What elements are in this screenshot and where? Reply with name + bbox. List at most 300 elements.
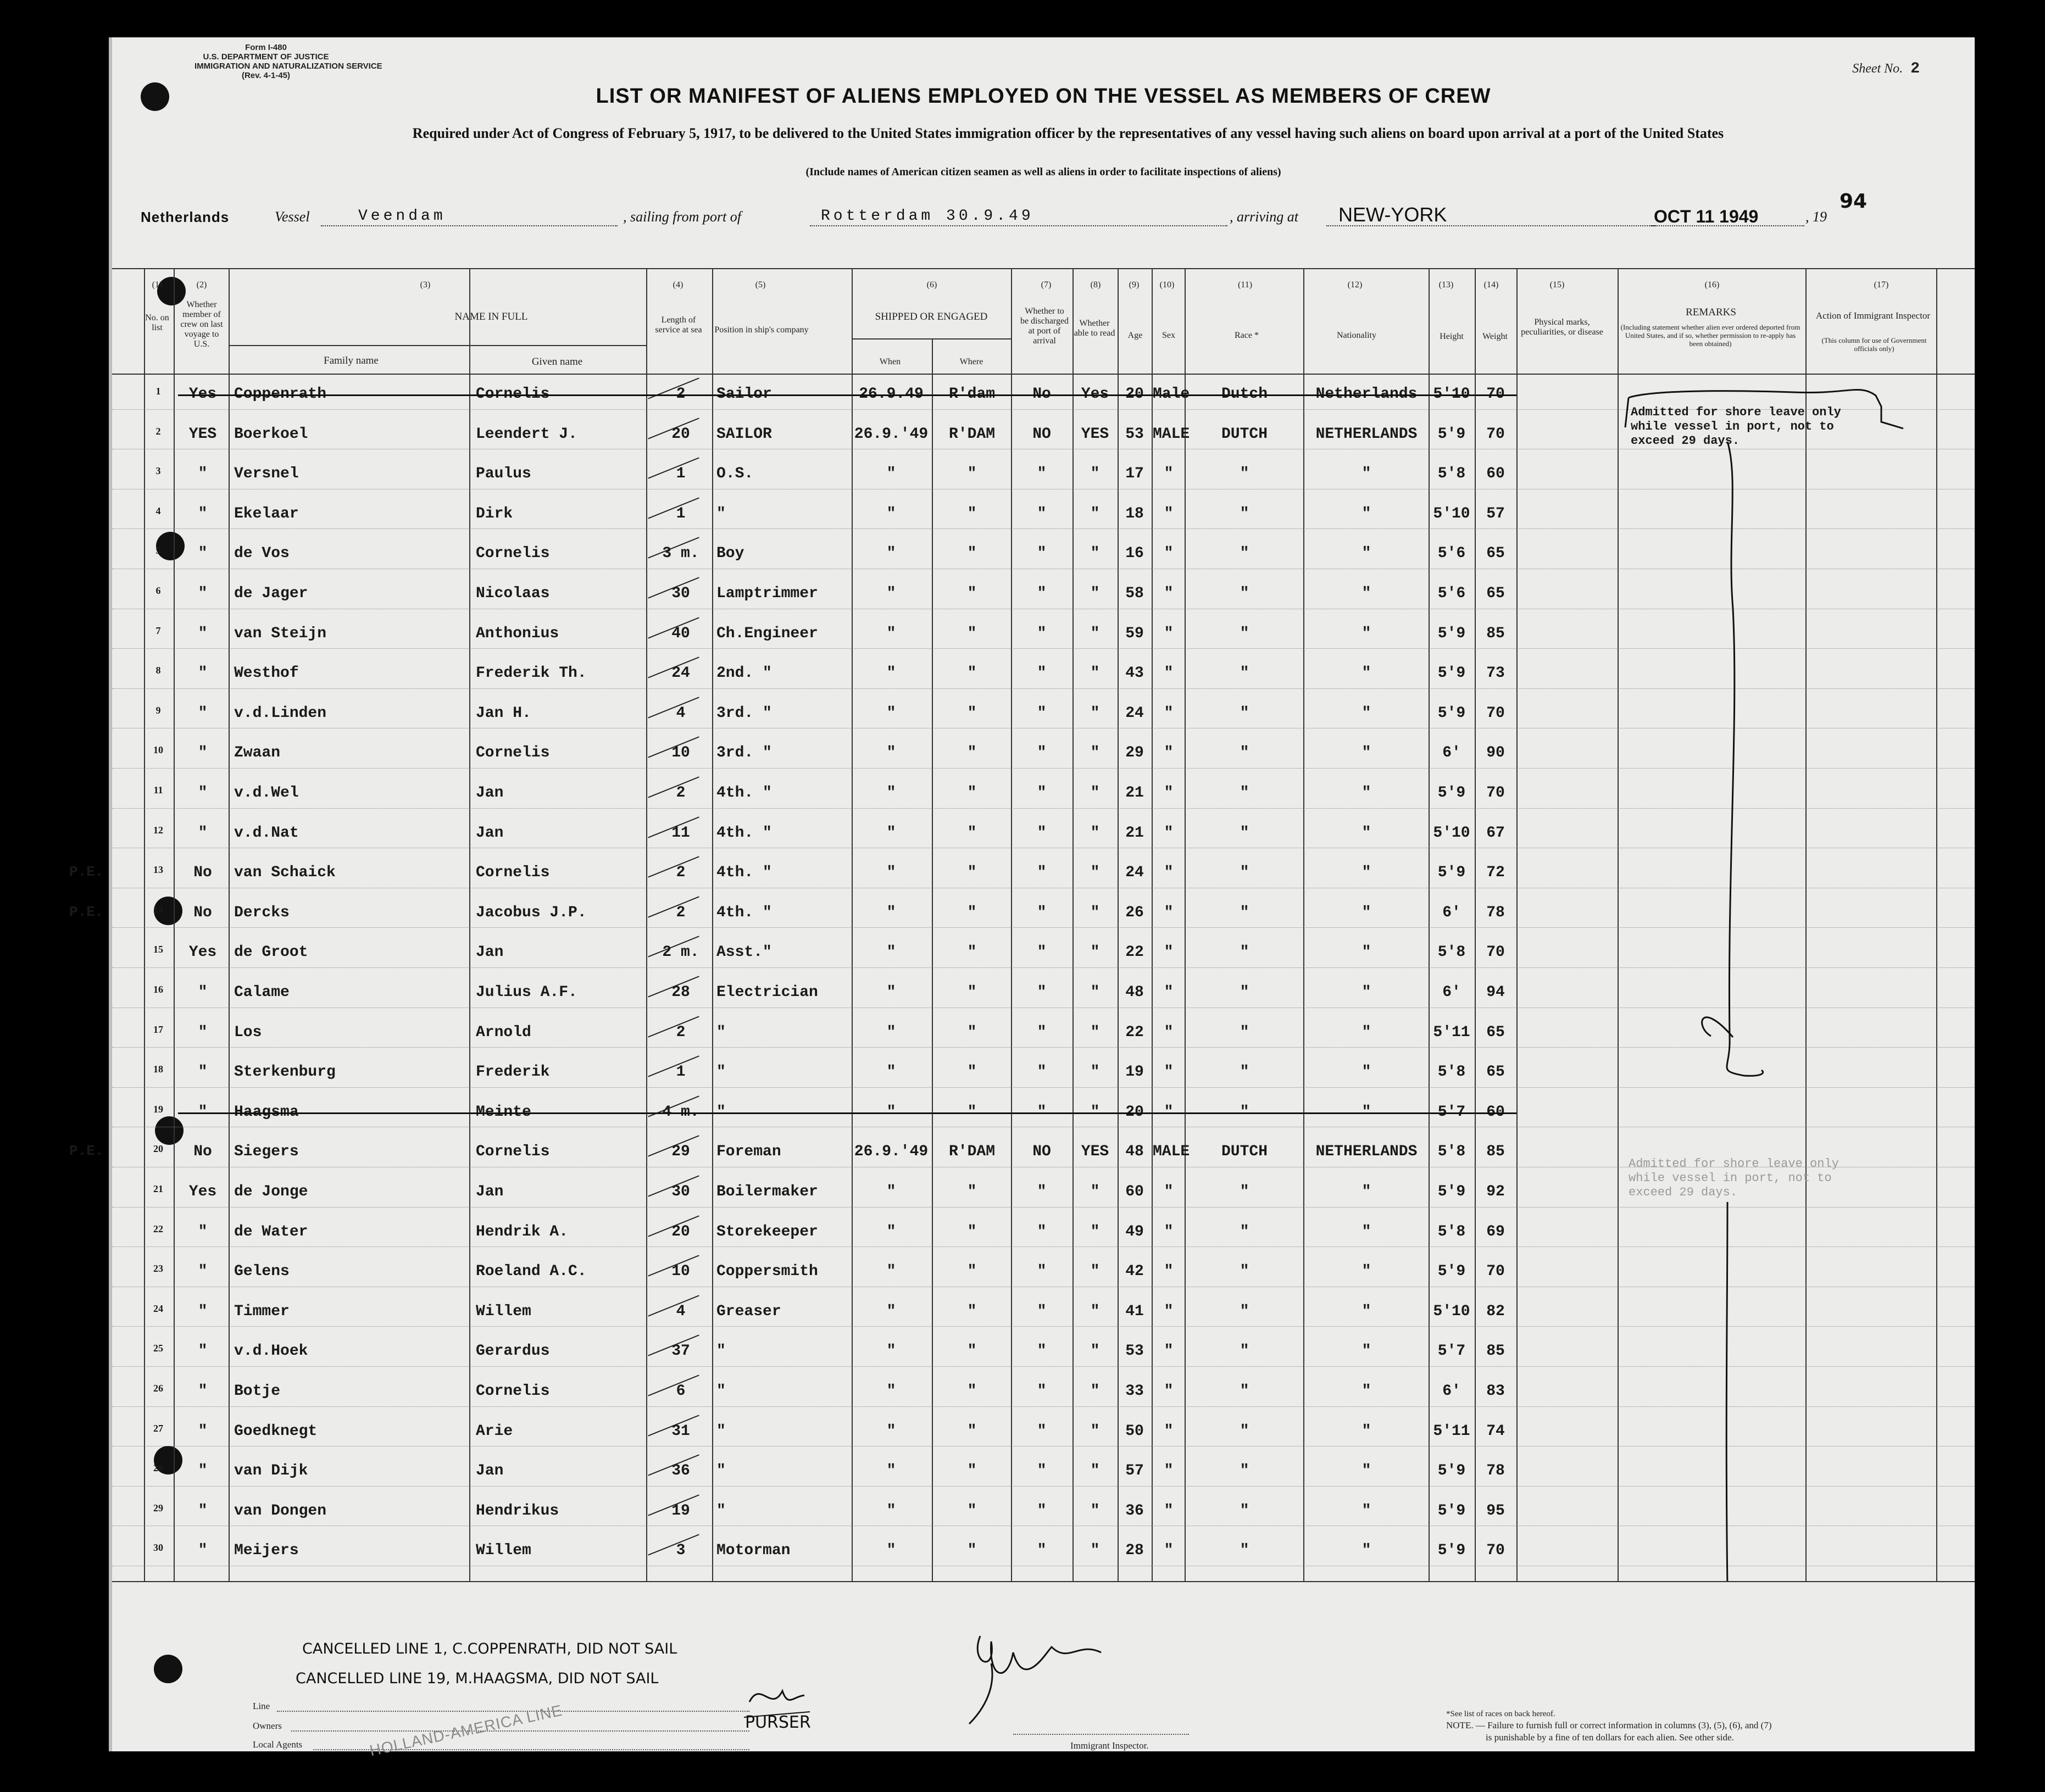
cell-sex: " (1164, 744, 1174, 762)
cell-height: 5'10 (1433, 1303, 1470, 1320)
cell-disch: " (1037, 1103, 1047, 1121)
cell-where: " (967, 1502, 977, 1520)
cell-service: 3 m. (662, 545, 699, 563)
column-rule (646, 268, 647, 1581)
cell-age: 36 (1125, 1502, 1144, 1520)
form-identifier (195, 43, 382, 80)
column-rule (174, 268, 175, 1581)
cell-nat: " (1362, 984, 1371, 1001)
cell-where: " (967, 944, 977, 961)
cell-disch: " (1037, 1383, 1047, 1400)
cell-when: 26.9.49 (859, 386, 924, 403)
cell-when: " (886, 1223, 896, 1240)
cell-position: 3rd. " (716, 744, 772, 762)
header-given-name: Given name (531, 356, 583, 368)
cell-disch: " (1037, 1343, 1047, 1360)
cell-where: " (967, 1183, 977, 1200)
header-family-name: Family name (324, 355, 379, 366)
header-nationality: Nationality (1337, 331, 1376, 340)
cell-given: Jan (476, 824, 504, 842)
cell-last: " (198, 1383, 208, 1400)
cell-last: " (198, 1502, 208, 1520)
column-rule (1072, 268, 1074, 1581)
cell-height: 6' (1442, 904, 1461, 921)
cell-when: " (886, 744, 896, 762)
col-number: (8) (1090, 280, 1101, 290)
cell-where: " (967, 904, 977, 921)
cell-age: 26 (1125, 904, 1144, 921)
cancel-note-line-19: CANCELLED LINE 19, M.HAAGSMA, DID NOT SAIL (296, 1670, 659, 1687)
cell-when: " (886, 1502, 896, 1520)
col-number: (10) (1159, 280, 1175, 290)
cell-service: 11 (671, 824, 690, 842)
cell-where: " (967, 824, 977, 842)
cell-when: " (886, 864, 896, 882)
cell-read: " (1090, 1263, 1100, 1281)
cell-sex: " (1164, 1462, 1174, 1480)
cell-read: " (1090, 864, 1100, 882)
vessel-label: Vessel (275, 209, 310, 225)
cell-service: 20 (671, 425, 690, 443)
inspector-label: Immigrant Inspector. (1070, 1740, 1149, 1751)
cell-where: " (967, 545, 977, 563)
header-weight: Weight (1482, 332, 1508, 341)
cell-no: 19 (153, 1103, 163, 1115)
cell-family: Los (234, 1023, 262, 1041)
cell-no: 29 (153, 1502, 163, 1513)
cell-position: Storekeeper (716, 1223, 818, 1240)
arriving-port: NEW-YORK (1338, 203, 1447, 226)
cell-sex: " (1164, 864, 1174, 882)
signature-tail (969, 1663, 992, 1724)
signature-strokes (738, 1630, 1112, 1740)
cell-disch: " (1037, 625, 1047, 642)
cell-given: Julius A.F. (476, 984, 577, 1001)
cell-nat: " (1362, 704, 1371, 722)
cell-where: " (967, 1223, 977, 1240)
cell-no: 4 (155, 505, 161, 516)
cell-read: " (1090, 665, 1100, 682)
cell-height: 5'8 (1437, 465, 1466, 483)
pe-mark: P.E. (69, 864, 104, 881)
cell-nat: " (1362, 1183, 1371, 1200)
cell-given: Arnold (476, 1023, 531, 1041)
cell-family: Coppenrath (234, 386, 327, 403)
cell-height: 5'11 (1433, 1422, 1470, 1440)
cell-disch: No (1032, 386, 1051, 403)
cell-where: " (967, 1542, 977, 1560)
cell-sex: " (1164, 1023, 1174, 1041)
cell-when: " (886, 1263, 896, 1281)
cell-where: " (967, 1064, 977, 1081)
header-discharged: Whether to be discharged at port of arrival (1020, 307, 1069, 346)
cancel-strike (178, 1112, 1516, 1114)
cell-family: Ekelaar (234, 505, 299, 522)
cell-read: " (1090, 505, 1100, 522)
manifest-sheet (69, 37, 1975, 1760)
cell-no: 3 (155, 465, 161, 477)
cell-nat: NETHERLANDS (1315, 1143, 1418, 1161)
cell-no: 22 (153, 1223, 163, 1234)
cell-sex: Male (1153, 386, 1190, 403)
cell-weight: 70 (1486, 944, 1505, 961)
col-number: (5) (755, 280, 766, 290)
cell-where: " (967, 1422, 977, 1440)
cell-sex: " (1164, 1263, 1174, 1281)
cell-given: Paulus (476, 465, 531, 483)
cell-age: 19 (1125, 1064, 1144, 1081)
cell-height: 5'7 (1437, 1103, 1466, 1121)
cell-given: Cornelis (476, 1383, 550, 1400)
cell-given: Jan (476, 784, 504, 802)
cell-disch: NO (1032, 1143, 1051, 1161)
cell-when: " (886, 784, 896, 802)
cell-race: " (1240, 1064, 1249, 1081)
cell-position: Coppersmith (716, 1263, 818, 1281)
cell-height: 5'6 (1437, 585, 1466, 602)
cell-weight: 65 (1486, 1064, 1505, 1081)
cell-no: 11 (153, 784, 163, 795)
table-rule (112, 1581, 1975, 1582)
column-rule (712, 268, 713, 1581)
cell-position: " (716, 1383, 726, 1400)
header-position: Position in ship's company (714, 325, 809, 335)
cell-last: " (198, 1462, 208, 1480)
cell-service: 36 (671, 1462, 690, 1480)
cell-position: 4th. " (716, 904, 772, 921)
cell-last: " (198, 1263, 208, 1281)
cell-when: " (886, 1103, 896, 1121)
cell-disch: " (1037, 1303, 1047, 1320)
cell-nat: " (1362, 1023, 1371, 1041)
cell-given: Nicolaas (476, 585, 550, 602)
cell-where: " (967, 625, 977, 642)
cell-no: 17 (153, 1023, 163, 1035)
cell-height: 5'9 (1437, 1502, 1466, 1520)
cell-age: 58 (1125, 585, 1144, 602)
cell-weight: 60 (1486, 465, 1505, 483)
cell-weight: 70 (1486, 1542, 1505, 1560)
cell-last: No (193, 864, 212, 882)
cell-race: " (1240, 1223, 1249, 1240)
cell-sex: " (1164, 1064, 1174, 1081)
cell-disch: " (1037, 704, 1047, 722)
cell-nat: NETHERLANDS (1315, 425, 1418, 443)
cell-read: " (1090, 1383, 1100, 1400)
cell-position: " (716, 1422, 726, 1440)
cell-sex: " (1164, 824, 1174, 842)
cell-where: " (967, 585, 977, 602)
cell-service: 3 (676, 1542, 686, 1560)
cell-no: 6 (155, 585, 161, 596)
cell-sex: " (1164, 704, 1174, 722)
cell-family: Timmer (234, 1303, 290, 1320)
cell-age: 16 (1125, 545, 1144, 563)
cell-disch: " (1037, 784, 1047, 802)
sheet-value: 2 (1910, 60, 1920, 77)
cell-disch: " (1037, 1542, 1047, 1560)
col-number: (12) (1347, 280, 1363, 290)
remarks-bracket (1618, 268, 1947, 1581)
cell-race: DUTCH (1221, 425, 1268, 443)
cell-disch: " (1037, 665, 1047, 682)
cell-height: 5'10 (1433, 386, 1470, 403)
cell-no: 27 (153, 1422, 163, 1434)
cell-height: 5'9 (1437, 1263, 1466, 1281)
header-race: Race * (1235, 331, 1259, 340)
inspector-signature (977, 1636, 1101, 1673)
fine-note-2: is punishable by a fine of ten dollars for each alien. See other side. (1486, 1732, 1734, 1743)
cell-given: Jan (476, 1462, 504, 1480)
cell-race: DUTCH (1221, 1143, 1268, 1161)
cell-read: " (1090, 1542, 1100, 1560)
cell-when: " (886, 465, 896, 483)
cell-weight: 67 (1486, 824, 1505, 842)
cell-family: Siegers (234, 1143, 299, 1161)
cell-weight: 70 (1486, 425, 1505, 443)
cell-given: Roeland A.C. (476, 1263, 587, 1281)
cell-position: " (716, 1502, 726, 1520)
cell-no: 15 (153, 944, 163, 955)
cell-sex: " (1164, 585, 1174, 602)
cell-read: " (1090, 1502, 1100, 1520)
cell-last: " (198, 625, 208, 642)
cell-last: " (198, 465, 208, 483)
header-length-of-service: Length of service at sea (655, 315, 702, 335)
races-note: *See list of races on back hereof. (1446, 1710, 1555, 1718)
cell-height: 5'9 (1437, 1462, 1466, 1480)
cell-position: Lamptrimmer (716, 585, 818, 602)
cell-last: " (198, 505, 208, 522)
cell-family: de Vos (234, 545, 290, 563)
cell-when: " (886, 1383, 896, 1400)
cell-weight: 95 (1486, 1502, 1505, 1520)
cell-height: 5'10 (1433, 824, 1470, 842)
cell-age: 48 (1125, 1143, 1144, 1161)
cell-weight: 60 (1486, 1103, 1505, 1121)
col-number: (17) (1874, 280, 1889, 290)
cell-height: 5'9 (1437, 425, 1466, 443)
cell-given: Gerardus (476, 1343, 550, 1360)
cell-family: Calame (234, 984, 290, 1001)
cell-age: 20 (1125, 1103, 1144, 1121)
cell-race: " (1240, 1303, 1249, 1320)
cell-weight: 69 (1486, 1223, 1505, 1240)
cell-disch: NO (1032, 425, 1051, 443)
column-rule (144, 268, 145, 1581)
cell-no: 7 (155, 625, 161, 636)
cell-when: " (886, 1343, 896, 1360)
cell-nat: " (1362, 1263, 1371, 1281)
cell-weight: 73 (1486, 665, 1505, 682)
cell-weight: 85 (1486, 1343, 1505, 1360)
subheader-split (469, 345, 470, 1581)
cell-height: 5'9 (1437, 784, 1466, 802)
header-inspector-action: Action of Immigrant Inspector (1815, 310, 1931, 321)
cell-when: " (886, 665, 896, 682)
column-rule (1303, 268, 1304, 1581)
cell-read: " (1090, 1023, 1100, 1041)
cell-weight: 72 (1486, 864, 1505, 882)
cell-position: O.S. (716, 465, 754, 483)
cell-family: Dercks (234, 904, 290, 921)
cell-last: " (198, 1023, 208, 1041)
owners-label: Owners (253, 1721, 282, 1731)
subheader-rule (852, 338, 1011, 340)
cell-no: 24 (153, 1303, 163, 1314)
cell-disch: " (1037, 1502, 1047, 1520)
cell-nat: " (1362, 744, 1371, 762)
cell-where: " (967, 1303, 977, 1320)
cell-no: 21 (153, 1183, 163, 1194)
cell-race: " (1240, 1343, 1249, 1360)
cell-no: 13 (153, 864, 163, 876)
cell-where: R'dam (948, 386, 995, 403)
cancel-strike (178, 394, 1516, 396)
cell-read: " (1090, 1103, 1100, 1121)
cell-given: Frederik Th. (476, 665, 587, 682)
cell-disch: " (1037, 465, 1047, 483)
cell-race: " (1240, 465, 1249, 483)
pe-mark: P.E. (69, 903, 104, 920)
cell-age: 48 (1125, 984, 1144, 1001)
cell-service: 10 (671, 744, 690, 762)
cell-when: " (886, 1023, 896, 1041)
cell-where: " (967, 1023, 977, 1041)
cell-sex: " (1164, 1223, 1174, 1240)
cell-height: 5'7 (1437, 1343, 1466, 1360)
cell-family: Goedknegt (234, 1422, 318, 1440)
cell-given: Leendert J. (476, 425, 577, 443)
cell-given: Anthonius (476, 625, 559, 642)
cell-age: 43 (1125, 665, 1144, 682)
cell-service: 1 (676, 1064, 686, 1081)
cell-position: " (716, 1103, 726, 1121)
cell-weight: 70 (1486, 1263, 1505, 1281)
cell-nat: " (1362, 904, 1371, 921)
cell-family: Zwaan (234, 744, 281, 762)
cell-age: 59 (1125, 625, 1144, 642)
cell-age: 24 (1125, 864, 1144, 882)
cell-disch: " (1037, 585, 1047, 602)
cell-service: 37 (671, 1343, 690, 1360)
cell-race: " (1240, 505, 1249, 522)
cell-height: 6' (1442, 744, 1461, 762)
cell-age: 41 (1125, 1303, 1144, 1320)
cell-race: " (1240, 1422, 1249, 1440)
header-shipped-engaged: SHIPPED OR ENGAGED (875, 311, 988, 322)
cell-family: v.d.Hoek (234, 1343, 308, 1360)
cell-height: 5'9 (1437, 1183, 1466, 1200)
cell-race: " (1240, 625, 1249, 642)
cell-when: " (886, 585, 896, 602)
cell-sex: " (1164, 784, 1174, 802)
cell-nat: " (1362, 1343, 1371, 1360)
cell-nat: Netherlands (1315, 386, 1418, 403)
cell-given: Hendrikus (476, 1502, 559, 1520)
cell-nat: " (1362, 1223, 1371, 1240)
cell-last: " (198, 585, 208, 602)
cell-race: " (1240, 1462, 1249, 1480)
cell-read: " (1090, 1183, 1100, 1200)
cell-service: 4 (676, 1303, 686, 1320)
cell-age: 53 (1125, 425, 1144, 443)
col-number: (11) (1237, 280, 1253, 290)
cell-when: 26.9.'49 (854, 1143, 929, 1161)
cell-height: 5'8 (1437, 1223, 1466, 1240)
cell-last: No (193, 1143, 212, 1161)
column-rule (1516, 268, 1518, 1581)
cell-sex: " (1164, 984, 1174, 1001)
cell-family: van Dongen (234, 1502, 327, 1520)
cell-where: " (967, 784, 977, 802)
cell-age: 33 (1125, 1383, 1144, 1400)
cell-height: 5'8 (1437, 944, 1466, 961)
cell-weight: 78 (1486, 1462, 1505, 1480)
cell-family: van Dijk (234, 1462, 308, 1480)
cell-when: " (886, 904, 896, 921)
cell-family: Westhof (234, 665, 299, 682)
cell-last: " (198, 784, 208, 802)
cell-age: 20 (1125, 386, 1144, 403)
cell-last: " (198, 1064, 208, 1081)
cell-read: " (1090, 1422, 1100, 1440)
cell-height: 6' (1442, 984, 1461, 1001)
cell-weight: 65 (1486, 1023, 1505, 1041)
cell-sex: " (1164, 1502, 1174, 1520)
sheet-number (1852, 60, 1920, 77)
cell-when: " (886, 1183, 896, 1200)
cell-sex: " (1164, 1103, 1174, 1121)
cell-when: " (886, 944, 896, 961)
cell-service: 2 m. (662, 944, 699, 961)
cell-read: " (1090, 824, 1100, 842)
pe-mark: P.E. (69, 1143, 104, 1160)
cell-no: 2 (155, 425, 161, 437)
cell-race: " (1240, 545, 1249, 563)
cell-where: " (967, 1103, 977, 1121)
cell-last: Yes (188, 386, 217, 403)
cell-nat: " (1362, 944, 1371, 961)
header-where: Where (959, 357, 983, 366)
cell-position: Foreman (716, 1143, 781, 1161)
cell-race: " (1240, 1542, 1249, 1560)
cell-service: 28 (671, 984, 690, 1001)
cell-no: 8 (155, 665, 161, 676)
cell-position: " (716, 1462, 726, 1480)
cell-position: SAILOR (716, 425, 772, 443)
date-underline (1651, 225, 1804, 226)
cell-height: 5'9 (1437, 864, 1466, 882)
cell-when: " (886, 1542, 896, 1560)
header-physical-marks: Physical marks, peculiarities, or disease (1521, 318, 1603, 337)
cell-service: 2 (676, 864, 686, 882)
cell-read: " (1090, 585, 1100, 602)
cell-when: " (886, 1422, 896, 1440)
column-rule (1185, 268, 1186, 1581)
cell-family: Botje (234, 1383, 281, 1400)
cell-position: Boilermaker (716, 1183, 818, 1200)
cell-service: 2 (676, 904, 686, 921)
header-name-in-full: NAME IN FULL (454, 311, 528, 322)
cell-where: " (967, 665, 977, 682)
cell-given: Cornelis (476, 864, 550, 882)
cell-race: " (1240, 1383, 1249, 1400)
cell-sex: " (1164, 665, 1174, 682)
remark-line: while vessel in port, not to (1631, 420, 1834, 433)
cell-position: Motorman (716, 1542, 791, 1560)
revision: (Rev. 4-1-45) (241, 71, 291, 80)
